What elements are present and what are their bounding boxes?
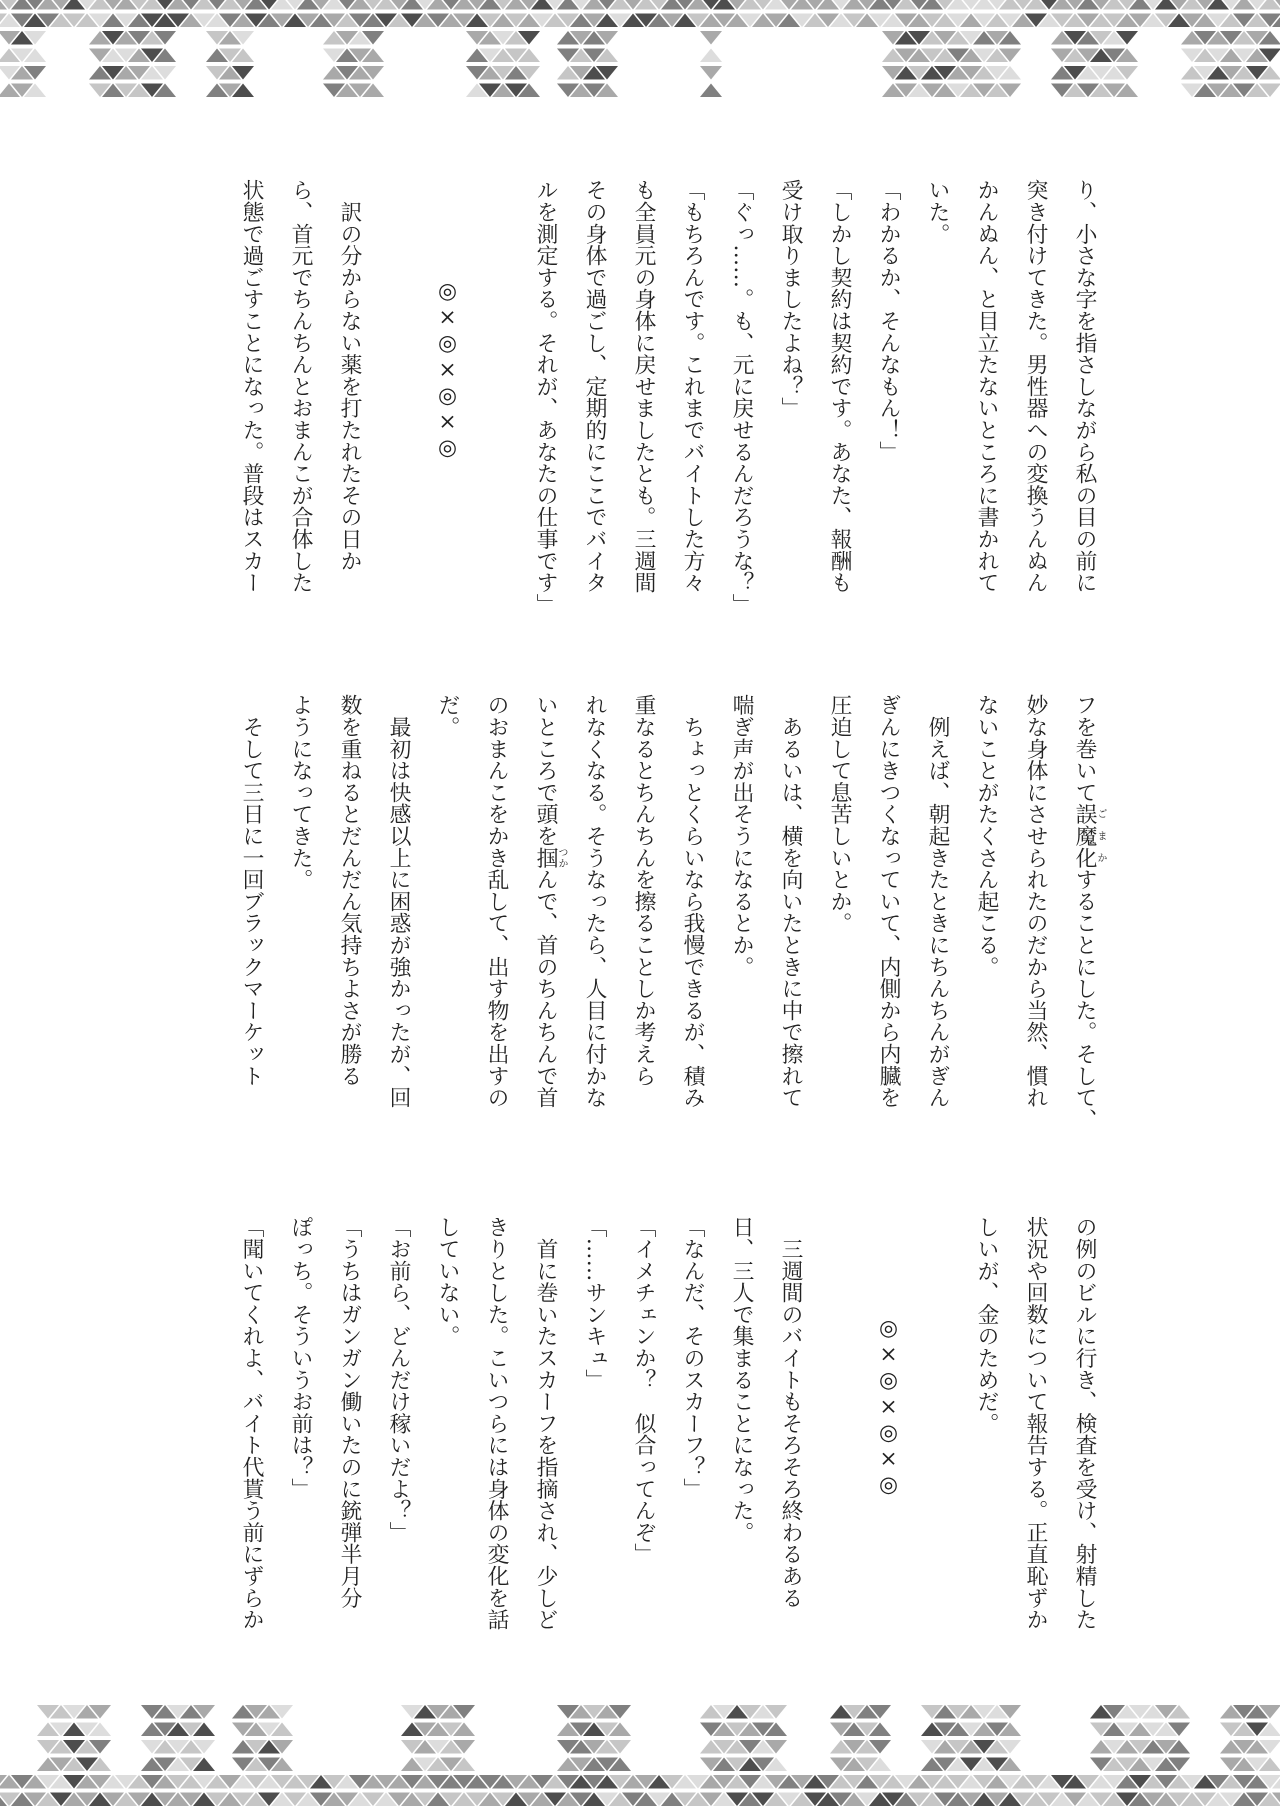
text-line bbox=[766, 179, 815, 619]
text-segment: 「わかるか、そんなもん！」 bbox=[876, 179, 901, 463]
text-segment: 「イメチェンか？ 似合ってんぞ」 bbox=[631, 1216, 656, 1565]
triangle-mosaic-border-top bbox=[0, 0, 1280, 110]
section-separator bbox=[423, 179, 472, 619]
text-segment: ぽっち。そういうお前は？」 bbox=[288, 1216, 313, 1500]
text-line bbox=[717, 1216, 766, 1656]
text-line bbox=[619, 694, 668, 1134]
text-segment: 数を重ねるとだんだん気持ちよさが勝る bbox=[337, 694, 362, 1087]
text-line bbox=[962, 179, 1011, 619]
text-segment: 「うちはガンガン働いたのに銃弾半月分 bbox=[337, 1216, 362, 1609]
text-segment: も全員元の身体に戻せましたとも。三週間 bbox=[631, 179, 656, 594]
text-line bbox=[1011, 694, 1060, 1134]
text-segment: 妙な身体にさせられたのだから当然、慣れ bbox=[1023, 694, 1048, 1109]
text-segment: ルを測定する。それが、あなたの仕事です」 bbox=[533, 179, 558, 615]
text-segment: そして三日に一回ブラックマーケット bbox=[239, 694, 264, 1087]
text-segment: かんぬん、と目立たないところに書かれて bbox=[974, 179, 999, 594]
text-line bbox=[864, 179, 913, 619]
text-line bbox=[276, 179, 325, 619]
text-segment: ◎×◎×◎×◎ bbox=[435, 279, 460, 462]
text-segment: 喘ぎ声が出そうになるとか。 bbox=[729, 694, 754, 978]
text-segment: ら、首元でちんちんとおまんこが合体した bbox=[288, 179, 313, 594]
text-line bbox=[570, 1216, 619, 1656]
text-block-middle bbox=[227, 694, 1109, 1134]
text-segment: だ。 bbox=[435, 694, 460, 738]
text-segment: いた。 bbox=[925, 179, 950, 245]
text-block-top bbox=[227, 179, 1109, 619]
text-segment: することにした。そして、 bbox=[1072, 868, 1097, 1131]
text-segment: 最初は快感以上に困惑が強かったが、回 bbox=[386, 694, 411, 1109]
text-line bbox=[913, 694, 962, 1134]
text-segment: 「聞いてくれよ、バイト代貰う前にずらか bbox=[239, 1216, 264, 1631]
text-line bbox=[766, 694, 815, 1134]
text-segment: あるいは、横を向いたときに中で擦れて bbox=[778, 694, 803, 1109]
text-line bbox=[619, 1216, 668, 1656]
text-segment: 「お前ら、どんだけ稼いだよ？」 bbox=[386, 1216, 411, 1543]
text-segment: 「……サンキュ」 bbox=[582, 1216, 607, 1391]
text-line bbox=[472, 1216, 521, 1656]
text-line bbox=[668, 1216, 717, 1656]
text-line bbox=[521, 1216, 570, 1656]
triangle-tile bbox=[700, 84, 722, 98]
text-line bbox=[815, 179, 864, 619]
text-line bbox=[962, 1216, 1011, 1656]
text-segment: ないことがたくさん起こる。 bbox=[974, 694, 999, 978]
text-segment: 例えば、朝起きたときにちんちんがぎん bbox=[925, 694, 950, 1109]
text-line bbox=[423, 1216, 472, 1656]
text-segment: 首に巻いたスカーフを指摘され、少しど bbox=[533, 1216, 558, 1631]
text-line bbox=[1060, 1216, 1109, 1656]
text-line bbox=[668, 694, 717, 1134]
text-segment: 「しかし契約は契約です。あなた、報酬も bbox=[827, 179, 852, 594]
text-segment: 訳の分からない薬を打たれたその日か bbox=[337, 179, 362, 572]
text-line bbox=[962, 694, 1011, 1134]
text-segment: の例のビルに行き、検査を受け、射精した bbox=[1072, 1216, 1097, 1631]
ruby-annotated-word bbox=[533, 846, 567, 869]
triangle-tile bbox=[700, 49, 722, 63]
text-line bbox=[374, 694, 423, 1134]
text-line bbox=[276, 1216, 325, 1656]
text-line bbox=[717, 694, 766, 1134]
text-segment: ようになってきた。 bbox=[288, 694, 313, 891]
text-segment: ちょっとくらいなら我慢できるが、積み bbox=[680, 694, 705, 1109]
text-block-bottom bbox=[227, 1216, 1109, 1656]
text-segment: 「もちろんです。これまでバイトした方々 bbox=[680, 179, 705, 594]
text-segment: 圧迫して息苦しいとか。 bbox=[827, 694, 852, 934]
text-line bbox=[325, 694, 374, 1134]
text-line bbox=[423, 694, 472, 1134]
text-segment: 突き付けてきた。男性器への変換うんぬん bbox=[1023, 179, 1048, 594]
text-line bbox=[717, 179, 766, 619]
triangle-mosaic-border-bottom bbox=[0, 1692, 1280, 1808]
text-segment: していない。 bbox=[435, 1216, 460, 1347]
text-line bbox=[472, 179, 521, 619]
text-line bbox=[570, 694, 619, 1134]
ruby-base: 掴 bbox=[533, 846, 558, 869]
section-separator bbox=[864, 1216, 913, 1656]
text-line bbox=[521, 179, 570, 619]
triangle-tile bbox=[700, 31, 722, 45]
triangle-tile bbox=[700, 66, 722, 80]
text-line bbox=[864, 694, 913, 1134]
text-segment: 「なんだ、そのスカーフ？」 bbox=[680, 1216, 705, 1500]
text-segment: り、小さな字を指さしながら私の目の前に bbox=[1072, 179, 1097, 594]
ruby-base: 誤魔化 bbox=[1072, 803, 1097, 869]
text-segment: 状況や回数について報告する。正直恥ずか bbox=[1023, 1216, 1048, 1631]
text-line bbox=[815, 1216, 864, 1656]
text-segment: ぎんにきつくなっていて、内側から内臓を bbox=[876, 694, 901, 1109]
text-segment: その身体で過ごし、定期的にここでバイタ bbox=[582, 179, 607, 594]
text-segment: 受け取りましたよね？」 bbox=[778, 179, 803, 419]
text-segment: 「ぐっ……。も、元に戻せるんだろうな？」 bbox=[729, 179, 754, 615]
text-line bbox=[913, 1216, 962, 1656]
ruby-reading: ごまか bbox=[1095, 803, 1106, 869]
text-segment: のおまんこをかき乱して、出す物を出すの bbox=[484, 694, 509, 1109]
text-line bbox=[325, 1216, 374, 1656]
text-line bbox=[325, 179, 374, 619]
text-line bbox=[766, 1216, 815, 1656]
text-line bbox=[668, 179, 717, 619]
text-segment: 日、三人で集まることになった。 bbox=[729, 1216, 754, 1543]
text-line bbox=[619, 179, 668, 619]
text-line bbox=[521, 694, 570, 1134]
text-line bbox=[1060, 694, 1109, 1134]
ruby-reading: つか bbox=[556, 846, 567, 869]
text-segment: しいが、金のためだ。 bbox=[974, 1216, 999, 1434]
text-line bbox=[1011, 179, 1060, 619]
text-segment: 三週間のバイトもそろそろ終わるある bbox=[778, 1216, 803, 1609]
text-line bbox=[1011, 1216, 1060, 1656]
text-line bbox=[276, 694, 325, 1134]
text-line bbox=[570, 179, 619, 619]
text-line bbox=[815, 694, 864, 1134]
text-segment: 重なるとちんちんを擦ることしか考えら bbox=[631, 694, 656, 1087]
text-line bbox=[227, 179, 276, 619]
text-line bbox=[227, 1216, 276, 1656]
ruby-annotated-word bbox=[1072, 803, 1106, 869]
text-segment: ◎×◎×◎×◎ bbox=[876, 1316, 901, 1499]
text-line bbox=[374, 179, 423, 619]
text-line bbox=[472, 694, 521, 1134]
text-line bbox=[227, 694, 276, 1134]
text-segment: いところで頭を bbox=[533, 694, 558, 847]
text-segment: れなくなる。そうなったら、人目に付かな bbox=[582, 694, 607, 1109]
text-segment: んで、首のちんちんで首 bbox=[533, 868, 558, 1109]
text-line bbox=[374, 1216, 423, 1656]
text-line bbox=[1060, 179, 1109, 619]
text-segment: 状態で過ごすことになった。普段はスカー bbox=[239, 179, 264, 594]
text-segment: フを巻いて bbox=[1072, 694, 1097, 803]
text-segment: きりとした。こいつらには身体の変化を話 bbox=[484, 1216, 509, 1631]
text-line bbox=[913, 179, 962, 619]
